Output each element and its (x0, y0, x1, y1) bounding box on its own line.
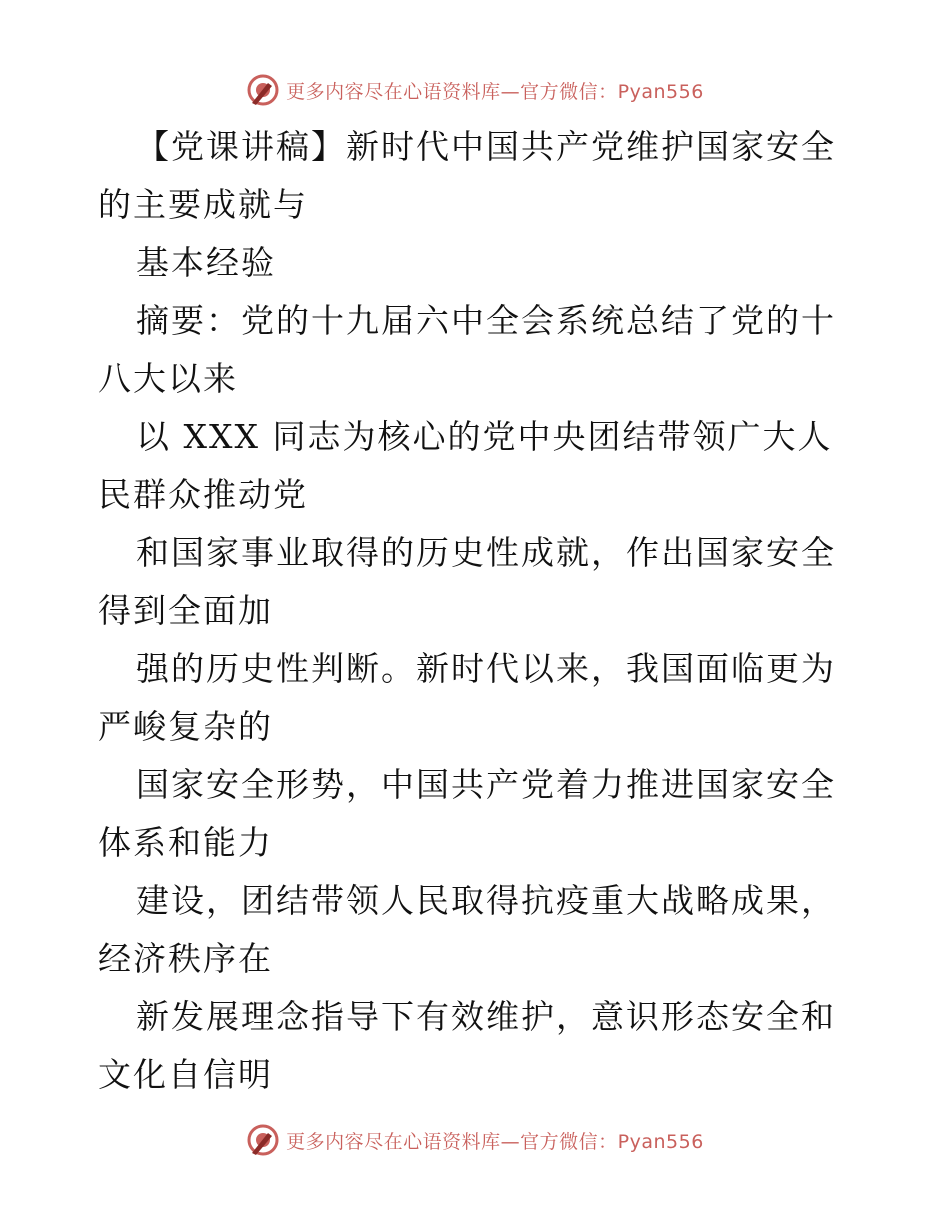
watermark-text: 更多内容尽在心语资料库—官方微信：Pyan556 (286, 80, 704, 103)
pen-circle-icon (246, 1123, 280, 1157)
paragraph: 新发展理念指导下有效维护，意识形态安全和文化自信明 (98, 997, 836, 1094)
paragraph: 和国家事业取得的历史性成就，作出国家安全得到全面加 (98, 533, 836, 630)
paragraph: 以 XXX 同志为核心的党中央团结带领广大人民群众推动党 (98, 417, 833, 514)
document-body (98, 118, 858, 1104)
paragraph-title: 【党课讲稿】新时代中国共产党维护国家安全的主要成就与 (98, 127, 836, 224)
paragraph: 强的历史性判断。新时代以来，我国面临更为严峻复杂的 (98, 649, 836, 746)
header-watermark (0, 70, 950, 110)
footer-watermark (0, 1120, 950, 1160)
paragraph: 国家安全形势，中国共产党着力推进国家安全体系和能力 (98, 765, 836, 862)
pen-circle-icon (246, 73, 280, 107)
paragraph: 摘要：党的十九届六中全会系统总结了党的十八大以来 (98, 301, 836, 398)
watermark-text: 更多内容尽在心语资料库—官方微信：Pyan556 (286, 1130, 704, 1153)
paragraph: 建设，团结带领人民取得抗疫重大战略成果，经济秩序在 (98, 881, 836, 978)
paragraph: 基本经验 (136, 243, 276, 282)
